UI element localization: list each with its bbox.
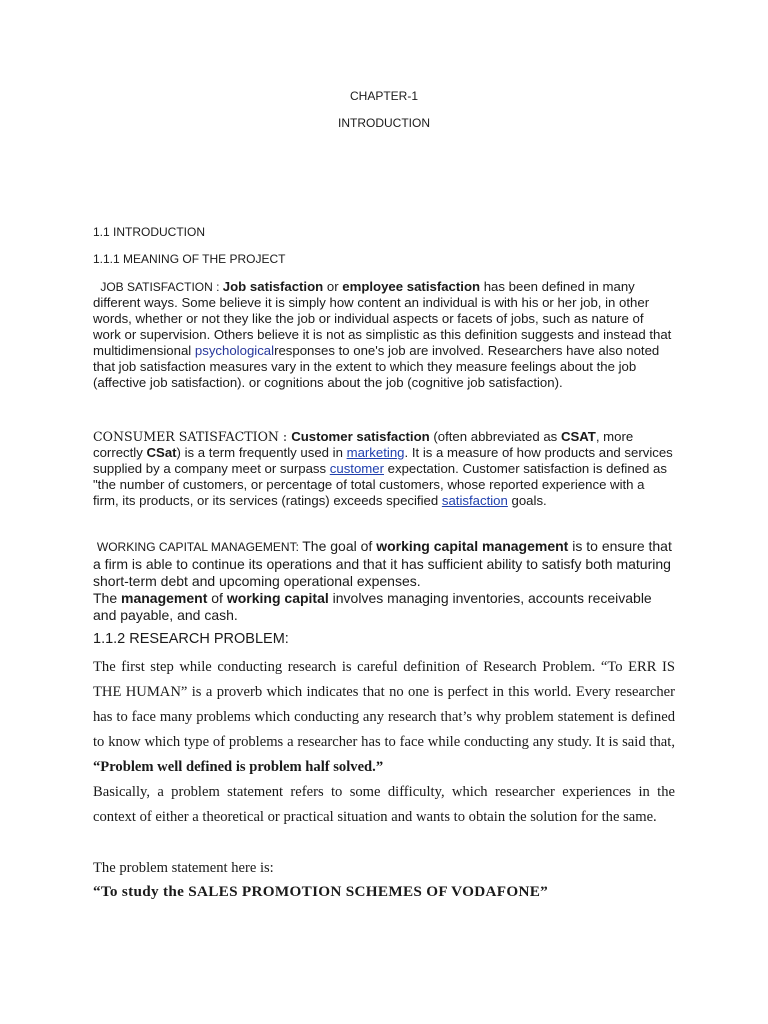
wcm-bold-3: working capital: [226, 590, 329, 606]
consumer-text-6: goals.: [507, 493, 547, 508]
section-1-1-2-heading: 1.1.2 RESEARCH PROBLEM:: [93, 631, 289, 647]
research-problem-paragraph: [93, 655, 675, 780]
consumer-bold-2: CSAT: [560, 429, 596, 444]
consumer-bold-1: Customer satisfaction: [291, 429, 430, 444]
problem-statement: “To study the SALES PROMOTION SCHEMES OF VODAFONE”: [93, 883, 549, 900]
job-text-1: or: [323, 279, 343, 294]
chapter-label: CHAPTER-1: [349, 89, 418, 103]
consumer-text-1: (often abbreviated as: [429, 429, 561, 444]
consumer-text-3: ) is a term frequently used in: [176, 445, 347, 460]
wcm-text-5: involves managing inventories, accounts receivable and payable, and cash.: [93, 590, 652, 623]
job-text-3: responses to one's job are involved. Researchers have also noted that job satisfaction measures vary in the extent to which they measure feelings about the job (affective job satisfaction). or cognitions about the job (cognitive job satisfaction).: [93, 343, 660, 390]
job-bold-2: employee satisfaction: [342, 279, 481, 294]
wcm-text-1: The goal of: [302, 538, 377, 554]
wcm-label: WORKING CAPITAL MANAGEMENT:: [96, 540, 303, 554]
job-satisfaction-label: JOB SATISFACTION :: [100, 280, 223, 294]
wcm-text-3: The: [93, 590, 122, 606]
consumer-satisfaction-label: CONSUMER SATISFACTION :: [93, 429, 292, 444]
job-text-2: has been defined in many different ways. Some believe it is simply how content an individual is with his or her job, in other words, whether or not they like the job or individual aspects or facets of jobs, such as nature of work or supervision. Others believe it is not as simplistic as this definition suggests and instead that multidimensional: [93, 279, 672, 358]
satisfaction-link[interactable]: satisfaction: [441, 493, 508, 508]
wcm-bold-1: working capital management: [376, 538, 569, 554]
job-bold-1: Job satisfaction: [222, 279, 324, 294]
psychological-link[interactable]: psychological: [194, 343, 275, 358]
section-1-1-1-heading: 1.1.1 MEANING OF THE PROJECT: [93, 252, 286, 266]
consumer-bold-3: CSat: [146, 445, 177, 460]
working-capital-paragraph: [93, 538, 673, 624]
marketing-link[interactable]: marketing: [346, 445, 405, 460]
wcm-text-2: is to ensure that a firm is able to continue its operations and that it has sufficient ability to satisfy both maturing short-term debt and upcoming operational expenses.: [93, 538, 672, 589]
job-satisfaction-paragraph: [93, 279, 673, 391]
problem-statement-intro: The problem statement here is:: [93, 860, 274, 876]
research-text-1: The first step while conducting research is careful definition of Research Problem. “To ERR IS THE HUMAN” is a proverb which indicates that no one is perfect in this world. Every researcher has to face many problems which conducting any research that’s why problem statement is defined to know which type of problems a researcher has to face while conducting any study. It is said that,: [93, 659, 675, 750]
consumer-text-4: . It is a measure of how products and services supplied by a company meet or surpass: [93, 445, 673, 476]
research-quote-bold: “Problem well defined is problem half solved.”: [93, 759, 384, 775]
wcm-text-4: of: [207, 590, 227, 606]
problem-statement-paragraph: Basically, a problem statement refers to some difficulty, which researcher experiences in the context of either a theoretical or practical situation and wants to obtain the solution for the same.: [93, 784, 675, 825]
wcm-bold-2: management: [121, 590, 208, 606]
consumer-text-2: , more correctly: [93, 429, 634, 460]
chapter-title: INTRODUCTION: [338, 116, 430, 130]
section-1-1-heading: 1.1 INTRODUCTION: [93, 225, 206, 239]
customer-link[interactable]: customer: [329, 461, 384, 476]
consumer-text-5: expectation. Customer satisfaction is defined as "the number of customers, or percentage of total customers, whose reported experience with a firm, its products, or its services (ratings) exceeds specified: [93, 461, 667, 508]
consumer-satisfaction-paragraph: [93, 429, 673, 509]
